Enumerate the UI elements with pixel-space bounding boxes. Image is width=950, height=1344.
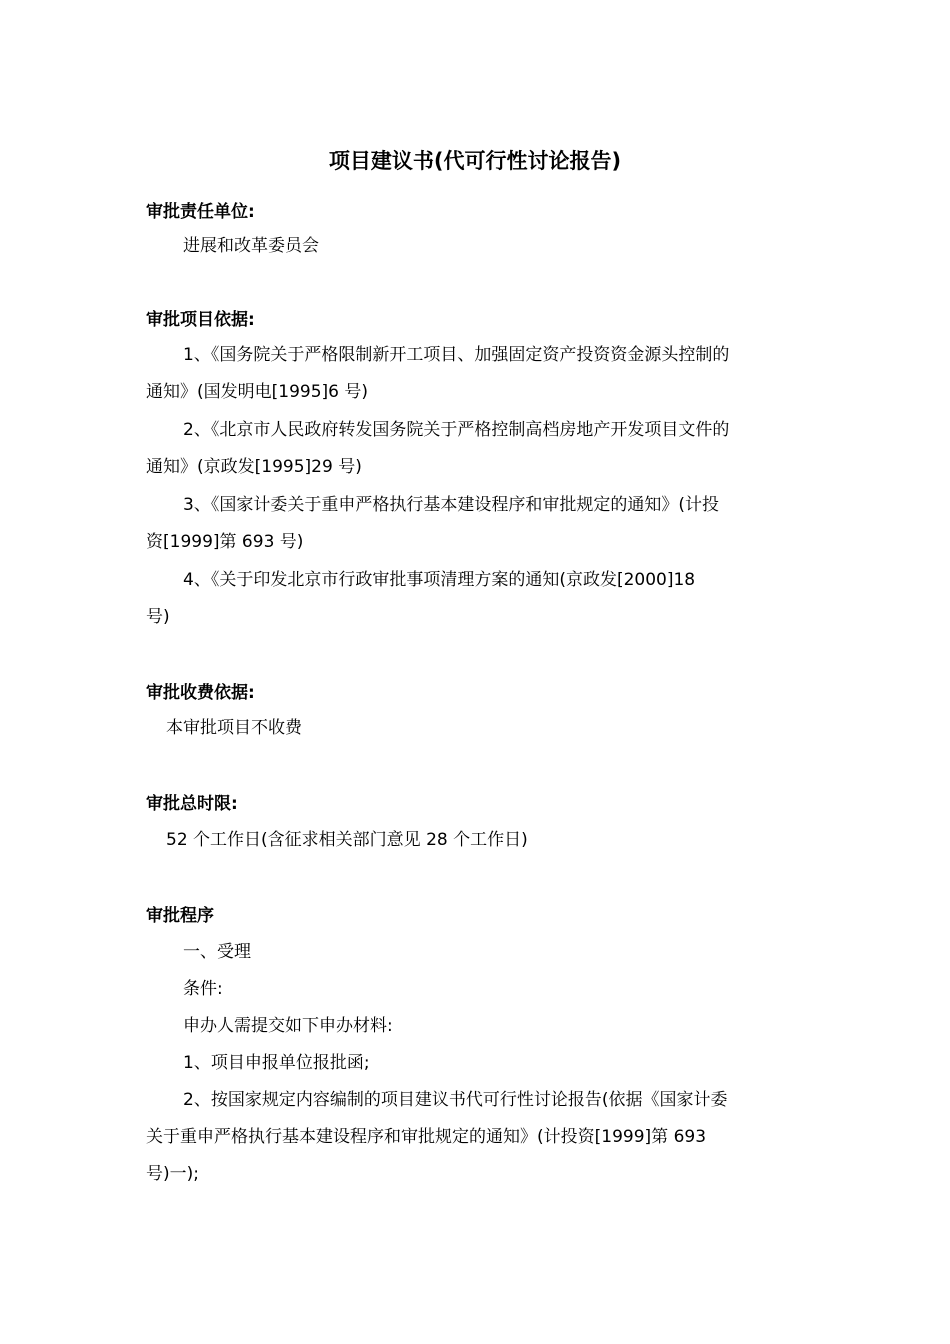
basis-item-2-line-2: 通知》(京政发[1995]29 号) — [146, 457, 362, 477]
section-heading-fee: 审批收费依据: — [146, 683, 255, 703]
procedure-material-2-line-1: 2、按国家规定内容编制的项目建议书代可行性讨论报告(依据《国家计委 — [183, 1090, 728, 1110]
basis-item-1-line-1: 1、《国务院关于严格限制新开工项目、加强固定资产投资资金源头控制的 — [183, 345, 730, 365]
section-heading-unit: 审批责任单位: — [146, 202, 255, 222]
basis-item-3-line-2: 资[1999]第 693 号) — [146, 532, 304, 552]
section-body-fee — [146, 710, 806, 747]
section-body-time — [146, 822, 806, 859]
section-heading-basis: 审批项目依据: — [146, 310, 255, 330]
section-heading-procedure: 审批程序 — [146, 906, 214, 926]
basis-item-2-line-1: 2、《北京市人民政府转发国务院关于严格控制高档房地产开发项目文件的 — [183, 420, 730, 440]
procedure-material-2-line-3: 号)一); — [146, 1164, 199, 1184]
basis-item-3-line-1: 3、《国家计委关于重申严格执行基本建设程序和审批规定的通知》(计投 — [183, 495, 719, 515]
section-heading-time: 审批总时限: — [146, 794, 238, 814]
fee-text: 本审批项目不收费 — [166, 718, 302, 738]
basis-item-4 — [146, 562, 806, 636]
procedure-body — [146, 934, 806, 1193]
procedure-materials-intro: 申办人需提交如下申办材料: — [183, 1016, 393, 1036]
document-title: 项目建议书(代可行性讨论报告) — [328, 149, 622, 173]
procedure-step: 一、受理 — [183, 942, 251, 962]
basis-item-1-line-2: 通知》(国发明电[1995]6 号) — [146, 382, 369, 402]
procedure-material-1: 1、项目申报单位报批函; — [183, 1053, 370, 1073]
basis-item-2 — [146, 412, 806, 486]
basis-item-3 — [146, 487, 806, 561]
procedure-condition: 条件: — [183, 979, 223, 999]
basis-item-1 — [146, 337, 806, 411]
basis-item-4-line-1: 4、《关于印发北京市行政审批事项清理方案的通知(京政发[2000]18 — [183, 570, 696, 590]
basis-item-4-line-2: 号) — [146, 607, 170, 627]
unit-text: 进展和改革委员会 — [183, 236, 319, 256]
time-text: 52 个工作日(含征求相关部门意见 28 个工作日) — [166, 830, 528, 850]
procedure-material-2-line-2: 关于重申严格执行基本建设程序和审批规定的通知》(计投资[1999]第 693 — [146, 1127, 707, 1147]
section-body-unit — [146, 228, 806, 265]
